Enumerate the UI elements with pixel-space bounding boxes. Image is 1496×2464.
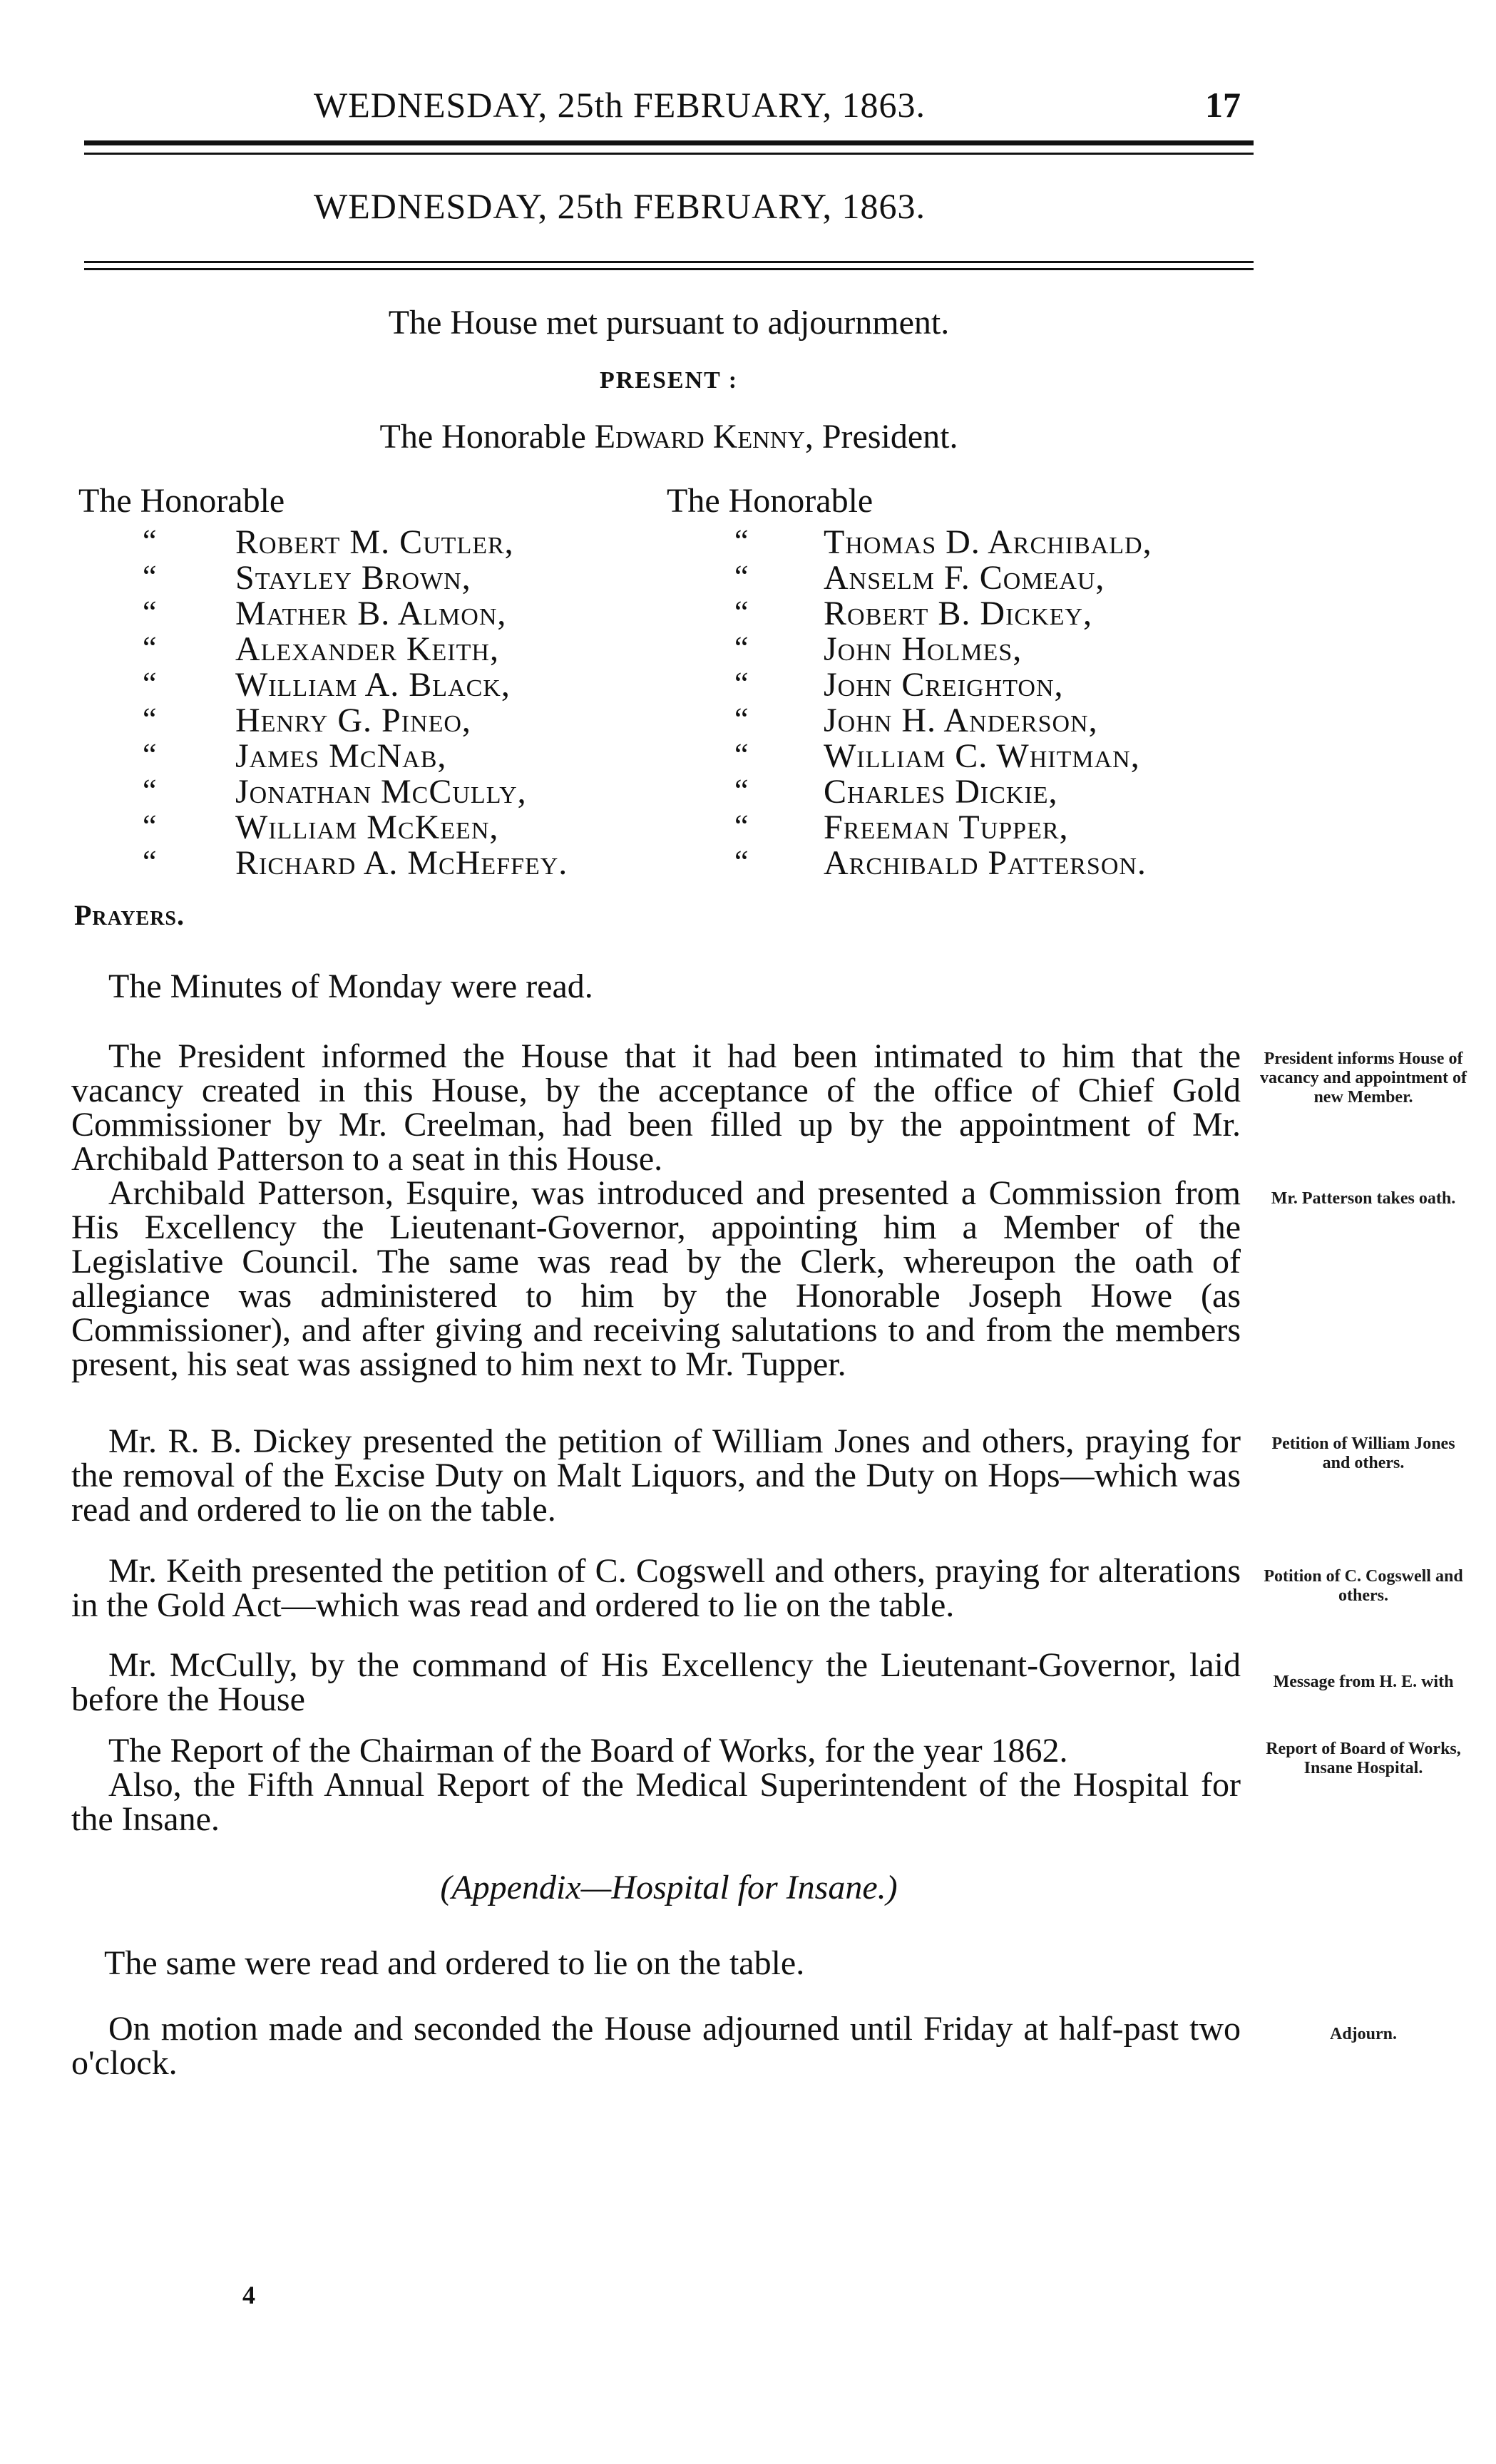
member-row: [78, 808, 499, 846]
ditto-mark: “: [734, 666, 749, 701]
ditto-mark: “: [734, 630, 749, 665]
member-name: Thomas D. Archibald,: [824, 523, 1152, 561]
members-left-title: The Honorable: [78, 482, 285, 520]
member-row: [78, 594, 507, 632]
member-name: William C. Whitman,: [824, 737, 1140, 775]
member-row: [78, 630, 499, 668]
member-row: [78, 558, 471, 597]
member-name: Robert B. Dickey,: [824, 595, 1092, 632]
paragraph-text: Also, the Fifth Annual Report of the Medical Superintendent of the Hospital for the Insane.: [71, 1766, 1241, 1838]
paragraph-president-informed: [71, 1037, 1241, 1178]
member-name: Mather B. Almon,: [235, 595, 507, 632]
member-row: [667, 558, 1105, 597]
member-row: [78, 523, 514, 561]
appendix-text: (Appendix—Hospital for Insane.): [440, 1869, 898, 1906]
member-row: [667, 808, 1069, 846]
paragraph-keith-petition: [71, 1554, 1241, 1623]
date-heading: WEDNESDAY, 25th FEBRUARY, 1863.: [314, 186, 926, 226]
ditto-mark: “: [734, 737, 749, 772]
member-row: [667, 523, 1152, 561]
member-name: Richard A. McHeffey.: [235, 844, 568, 882]
ditto-mark: “: [143, 559, 157, 594]
member-name: John H. Anderson,: [824, 702, 1098, 739]
ditto-mark: “: [143, 595, 157, 630]
prayers-heading: Prayers.: [74, 899, 185, 931]
opening-line: The House met pursuant to adjournment.: [388, 304, 950, 342]
ditto-mark: “: [143, 737, 157, 772]
members-right-title: The Honorable: [667, 482, 873, 520]
ditto-mark: “: [734, 559, 749, 594]
member-name: Freeman Tupper,: [824, 808, 1069, 846]
margin-note-petition-cogswell: Potition of C. Cogswell and others.: [1264, 1567, 1463, 1605]
president-suffix: , President.: [804, 418, 958, 456]
members-left-column: [78, 481, 568, 882]
signature-number: 4: [242, 2281, 255, 2309]
margin-note-message: Message from H. E. with: [1273, 1673, 1454, 1691]
paragraph-text: Mr. Keith presented the petition of C. Cogswell and others, praying for alterations in the Gold Act—which was read and ordered to lie on the table.: [71, 1552, 1241, 1624]
margin-note-petition-jones: Petition of William Jones and others.: [1271, 1434, 1455, 1472]
member-row: [667, 594, 1092, 632]
paragraph-medical-report: [71, 1768, 1241, 1837]
margin-note-report-board: Report of Board of Works, Insane Hospital.: [1266, 1740, 1461, 1777]
president-name: Edward Kenny: [594, 418, 805, 456]
margin-note-president-informs: President informs House of vacancy and appointment of new Member.: [1259, 1049, 1467, 1107]
member-row: [667, 772, 1058, 811]
member-row: [667, 843, 1147, 882]
member-name: James McNab,: [235, 737, 447, 775]
minutes-paragraph: The Minutes of Monday were read.: [108, 967, 593, 1005]
ditto-mark: “: [734, 523, 749, 558]
member-name: Robert M. Cutler,: [235, 523, 514, 561]
paragraph-patterson-oath: [71, 1176, 1241, 1382]
header-rule-thick: [84, 140, 1254, 145]
ditto-mark: “: [143, 844, 157, 879]
member-row: [667, 630, 1023, 668]
member-name: Stayley Brown,: [235, 559, 471, 597]
member-name: William McKeen,: [235, 808, 499, 846]
paragraph-mccully-message: [71, 1648, 1241, 1717]
president-line: [84, 417, 1254, 456]
member-name: Anselm F. Comeau,: [824, 559, 1105, 597]
running-head: WEDNESDAY, 25th FEBRUARY, 1863.: [314, 85, 926, 125]
header-rule-thin: [84, 153, 1254, 155]
page-number: 17: [1205, 85, 1241, 125]
paragraph-text: Archibald Patterson, Esquire, was introduced and presented a Commission from His Excellency the Lieutenant-Governor, appointing him a Member of the Legislative Council. The same was read by the Clerk, whereupon the oath of allegiance was administered to him by the Honorable Joseph Howe (as Commissioner), and after giving and receiving salutations to and from the members present, his seat was assigned to him next to Mr. Tupper.: [71, 1174, 1241, 1383]
margin-note-adjourn: Adjourn.: [1329, 2025, 1398, 2043]
heading-rule-upper: [84, 261, 1254, 263]
member-name: Alexander Keith,: [235, 630, 499, 668]
margin-note-patterson-oath: Mr. Patterson takes oath.: [1271, 1189, 1456, 1208]
paragraph-text: The President informed the House that it had been intimated to him that the vacancy created in this House, by the acceptance of the office of Chief Gold Commissioner by Mr. Creelman, had been filled up by the appointment of Mr. Archibald Patterson to a seat in this House.: [71, 1037, 1241, 1178]
member-name: William A. Black,: [235, 666, 511, 704]
member-row: [78, 701, 471, 739]
ditto-mark: “: [143, 666, 157, 701]
member-name: John Creighton,: [824, 666, 1064, 704]
paragraph-text: Mr. McCully, by the command of His Excellency the Lieutenant-Governor, laid before the House: [71, 1646, 1241, 1718]
paragraph-board-of-works: The Report of the Chairman of the Board of Works, for the year 1862.: [108, 1732, 1068, 1770]
member-name: John Holmes,: [824, 630, 1023, 668]
paragraph-text: Mr. R. B. Dickey presented the petition of William Jones and others, praying for the removal of the Excise Duty on Malt Liquors, and the Duty on Hops—which was read and ordered to lie on the table.: [71, 1422, 1241, 1529]
ditto-mark: “: [734, 702, 749, 736]
member-name: Jonathan McCully,: [235, 773, 527, 811]
member-row: [667, 701, 1098, 739]
member-row: [667, 736, 1140, 775]
appendix-reference: [84, 1868, 1254, 1907]
paragraph-adjourned: [71, 2012, 1241, 2080]
ditto-mark: “: [734, 595, 749, 630]
ditto-mark: “: [734, 844, 749, 879]
member-name: Charles Dickie,: [824, 773, 1058, 811]
ditto-mark: “: [143, 702, 157, 736]
ditto-mark: “: [734, 808, 749, 843]
ditto-mark: “: [734, 773, 749, 808]
member-row: [667, 665, 1064, 704]
ditto-mark: “: [143, 773, 157, 808]
heading-rule-lower: [84, 268, 1254, 270]
paragraph-same-read: The same were read and ordered to lie on the table.: [104, 1944, 805, 1982]
member-row: [78, 772, 527, 811]
member-row: [78, 665, 511, 704]
ditto-mark: “: [143, 808, 157, 843]
member-name: Archibald Patterson.: [824, 844, 1147, 882]
members-right-column: [667, 481, 1152, 882]
president-prefix: The Honorable: [379, 418, 595, 456]
ditto-mark: “: [143, 630, 157, 665]
member-name: Henry G. Pineo,: [235, 702, 471, 739]
paragraph-dickey-petition: [71, 1424, 1241, 1527]
present-label: PRESENT :: [599, 367, 739, 394]
paragraph-text: On motion made and seconded the House adjourned until Friday at half-past two o'clock.: [71, 2010, 1241, 2082]
member-row: [78, 843, 568, 882]
member-row: [78, 736, 447, 775]
ditto-mark: “: [143, 523, 157, 558]
